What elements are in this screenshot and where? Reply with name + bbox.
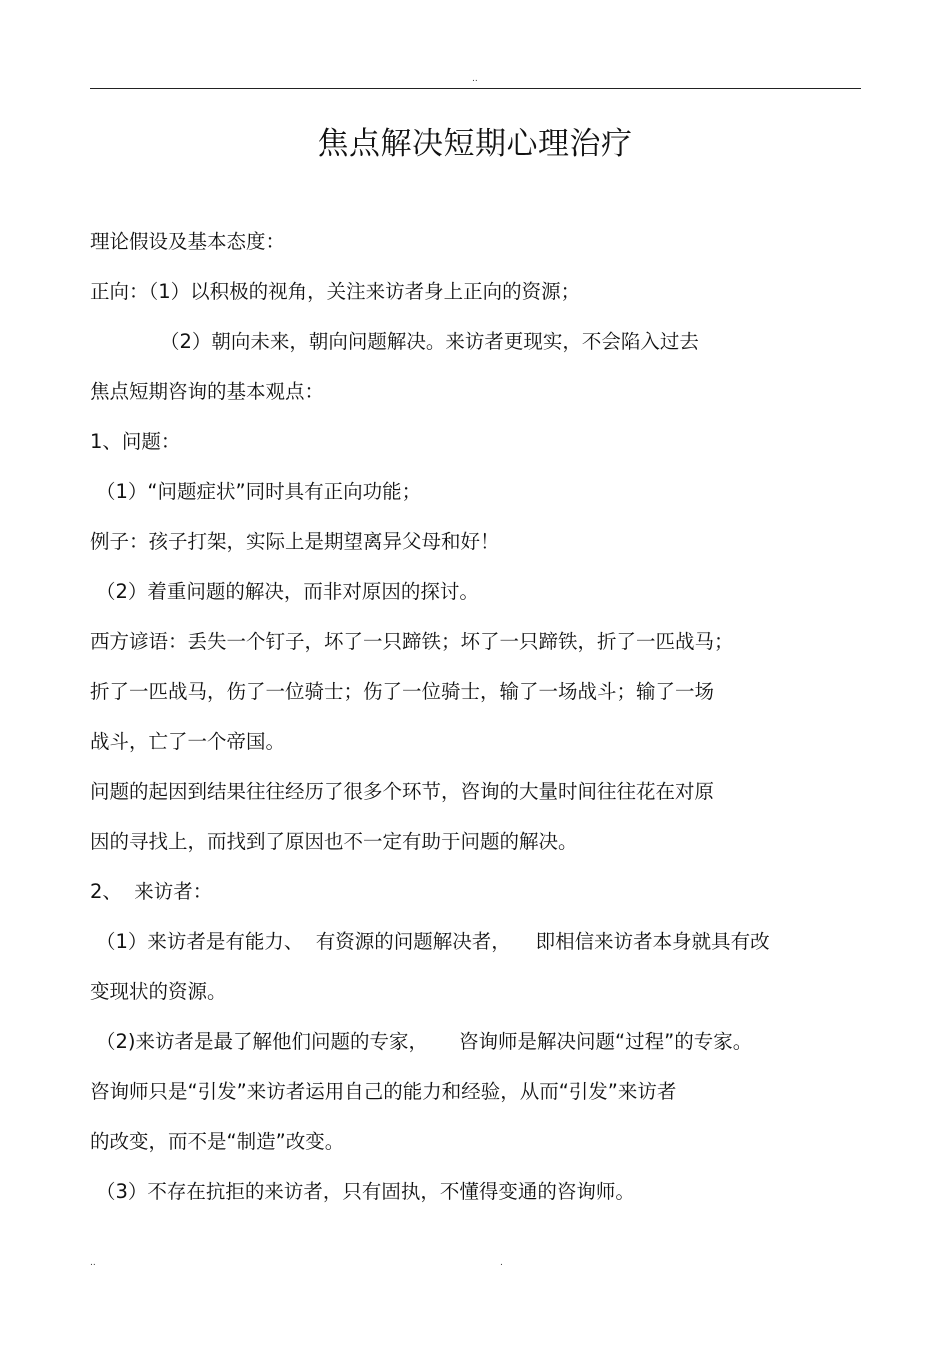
header-rule xyxy=(90,88,861,89)
paragraph-line: （1）来访者是有能力、 有资源的问题解决者， 即相信来访者本身就具有改 xyxy=(96,930,770,953)
paragraph-line: （2)来访者是最了解他们问题的专家， 咨询师是解决问题“过程”的专家。 xyxy=(96,1030,753,1053)
paragraph-line: 例子：孩子打架，实际上是期望离异父母和好！ xyxy=(90,530,500,553)
paragraph-line: （2）朝向未来，朝向问题解决。来访者更现实，不会陷入过去 xyxy=(160,330,699,353)
footer-mark-left: .. xyxy=(90,1258,96,1268)
paragraph-line: 战斗，亡了一个帝国。 xyxy=(90,730,286,753)
paragraph-line: 正向：（1）以积极的视角，关注来访者身上正向的资源； xyxy=(90,280,581,303)
section-heading-problem: 1、问题： xyxy=(90,430,181,453)
paragraph-line: （2）着重问题的解决，而非对原因的探讨。 xyxy=(96,580,479,603)
section-heading-views: 焦点短期咨询的基本观点： xyxy=(90,380,325,403)
paragraph-line: 西方谚语：丢失一个钉子，坏了一只蹄铁；坏了一只蹄铁，折了一匹战马； xyxy=(90,630,734,653)
paragraph-line: 问题的起因到结果往往经历了很多个环节，咨询的大量时间往往花在对原 xyxy=(90,780,715,803)
paragraph-line: （3）不存在抗拒的来访者，只有固执，不懂得变通的咨询师。 xyxy=(96,1180,635,1203)
paragraph-line: 变现状的资源。 xyxy=(90,980,227,1003)
document-title: 焦点解决短期心理治疗 xyxy=(317,126,633,162)
header-mark: .. xyxy=(472,74,478,84)
section-heading-theory: 理论假设及基本态度： xyxy=(90,230,286,253)
footer-mark-mid: . xyxy=(500,1258,503,1268)
paragraph-line: 的改变，而不是“制造”改变。 xyxy=(90,1130,345,1153)
paragraph-line: 因的寻找上，而找到了原因也不一定有助于问题的解决。 xyxy=(90,830,578,853)
paragraph-line: 折了一匹战马，伤了一位骑士；伤了一位骑士，输了一场战斗；输了一场 xyxy=(90,680,715,703)
section-heading-client: 2、 来访者： xyxy=(90,880,213,903)
paragraph-line: （1）“问题症状”同时具有正向功能； xyxy=(96,480,422,503)
paragraph-line: 咨询师只是“引发”来访者运用自己的能力和经验，从而“引发”来访者 xyxy=(90,1080,677,1103)
